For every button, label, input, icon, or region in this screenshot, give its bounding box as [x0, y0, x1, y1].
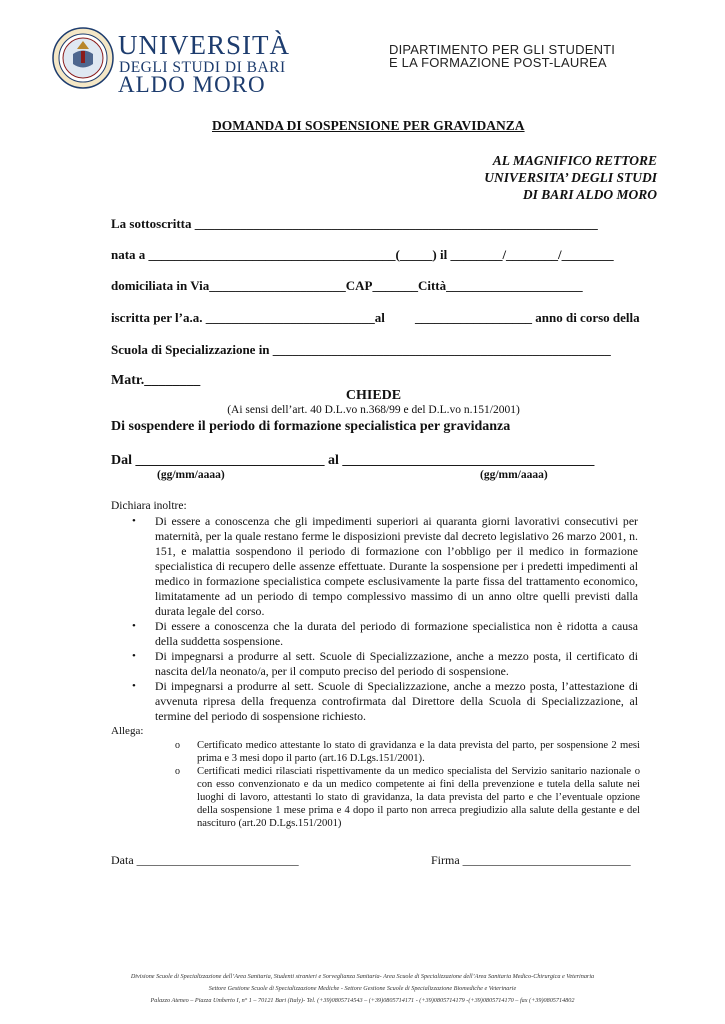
attachments-intro: Allega: — [111, 725, 144, 737]
university-name-line1: UNIVERSITÀ — [118, 30, 290, 60]
footer-line2: Settore Gestione Scuole di Specializzazione Mediche - Settore Gestione Scuole di Specializzazione Biomediche e Veterinarie — [208, 985, 517, 992]
field-address[interactable]: domiciliata in Via_____________________CAP_______Città_____________________ — [111, 278, 583, 293]
declaration-item: • Di essere a conoscenza che gli impedimenti superiori ai quaranta giorni lavorativi consecutivi per maternità, per la quale restano ferme le disposizioni previste dal decreto legislativo 26 marzo 2001, n. 151, e malattia sospendono il periodo di formazione con l’obbligo per il medico in formazione specialistica di recupero delle assenze effettuate. Durante la sospensione per i predetti impedimenti al medico in formazione specialistica compete esclusivamente la parte fissa del trattamento economico, limitatamente ad un periodo di tempo complessivo massimo di un anno oltre quelli previsti dalla durata legale del corso. — [132, 514, 638, 618]
document-title: DOMANDA DI SOSPENSIONE PER GRAVIDANZA — [212, 118, 525, 133]
recipient-line1: AL MAGNIFICO RETTORE — [492, 153, 657, 168]
field-date[interactable]: Data ___________________________ — [111, 853, 299, 867]
recipient-line3: DI BARI ALDO MORO — [522, 187, 657, 202]
department-line2: E LA FORMAZIONE POST-LAUREA — [389, 55, 607, 70]
circle-bullet-icon: o — [175, 766, 180, 777]
attachment-item: Certificati medici rilasciati rispettivamente da un medico specialista del Servizio sanitario nazionale o con esso convenzionato e da un medico competente ai fini della prevenzione e tutela della salute nei luoghi di lavoro, attestanti lo stato di gravidanza, la data prevista del parto e che l’eventuale opzione della sospensione 1 mese prima e 4 dopo il parto non arreca pregiudizio alla salute della gestante e del nascituro (art.20 D.Lgs.151/2001) — [197, 766, 640, 829]
bullet-icon: • — [132, 620, 136, 632]
field-enrolled-year[interactable]: iscritta per l’a.a. __________________________al — [111, 310, 385, 325]
bullet-icon: • — [132, 515, 136, 527]
footer-line3: Palazzo Ateneo – Piazza Umberto I, n° 1 – 70121 Bari (Italy)- Tel. (+39)0805714543 – (+39)0805714171 - (+39)0805714179 -(+39)0805714170 – fax (+39)0805714802 — [150, 997, 575, 1004]
recipient-line2: UNIVERSITA’ DEGLI STUDI — [484, 170, 657, 185]
circle-bullet-icon: o — [175, 740, 180, 751]
university-name-line2: DEGLI STUDI DI BARI — [119, 59, 286, 76]
department-line1: DIPARTIMENTO PER GLI STUDENTI — [389, 42, 616, 57]
declaration-item: • Di essere a conoscenza che la durata del periodo di formazione specialistica non è ridotta a causa della suddetta sospensione. — [132, 619, 638, 648]
footer-line1: Divisione Scuole di Specializzazione dell’Area Sanitaria, Studenti stranieri e Sorveglianza Sanitaria- Area Scuole di Specializzazione dell’Area Sanitaria Medico-Chirurgica e Veterinaria — [130, 973, 595, 980]
declaration-list — [132, 514, 638, 724]
chiede-heading: CHIEDE — [345, 388, 402, 403]
date-hint-right: (gg/mm/aaaa) — [480, 469, 548, 481]
legal-reference: (Ai sensi dell’art. 40 D.L.vo n.368/99 e del D.L.vo n.151/2001) — [227, 404, 520, 416]
bullet-icon: • — [132, 680, 136, 692]
field-sottoscritta[interactable]: La sottoscritta ______________________________________________________________ — [111, 216, 598, 231]
field-enrolled-course[interactable]: __________________ anno di corso della — [415, 310, 640, 325]
attachment-item: Certificato medico attestante lo stato di gravidanza e la data prevista del parto, per sospensione 2 mesi prima e 3 mesi dopo il parto (art.16 D.Lgs.151/2001). — [197, 740, 640, 764]
university-name-line3: ALDO MORO — [118, 72, 266, 97]
bullet-icon: • — [132, 650, 136, 662]
field-signature[interactable]: Firma ____________________________ — [431, 853, 631, 867]
date-hint-left: (gg/mm/aaaa) — [157, 469, 225, 481]
field-period[interactable]: Dal ___________________________ al ____________________________________ — [111, 453, 595, 468]
request-statement: Di sospendere il periodo di formazione specialistica per gravidanza — [111, 419, 511, 434]
declaration-intro: Dichiara inoltre: — [111, 500, 187, 512]
declaration-item: • Di impegnarsi a produrre al sett. Scuole di Specializzazione, anche a mezzo posta, il certificato di nascita del/la neonato/a, per il computo preciso del periodo di sospensione. — [132, 649, 638, 678]
declaration-item: • Di impegnarsi a produrre al sett. Scuole di Specializzazione, anche a mezzo posta, l’attestazione di avvenuta ripresa della frequenza controfirmata dal Direttore della Scuola di Specializzazione, al termine del periodo di sospensione richiesto. — [132, 679, 638, 723]
field-school[interactable]: Scuola di Specializzazione in ____________________________________________________ — [111, 342, 611, 357]
field-birth[interactable]: nata a ______________________________________(_____) il ________/________/________ — [111, 247, 614, 262]
field-matr[interactable]: Matr.________ — [111, 373, 201, 388]
university-seal-icon — [52, 27, 114, 89]
